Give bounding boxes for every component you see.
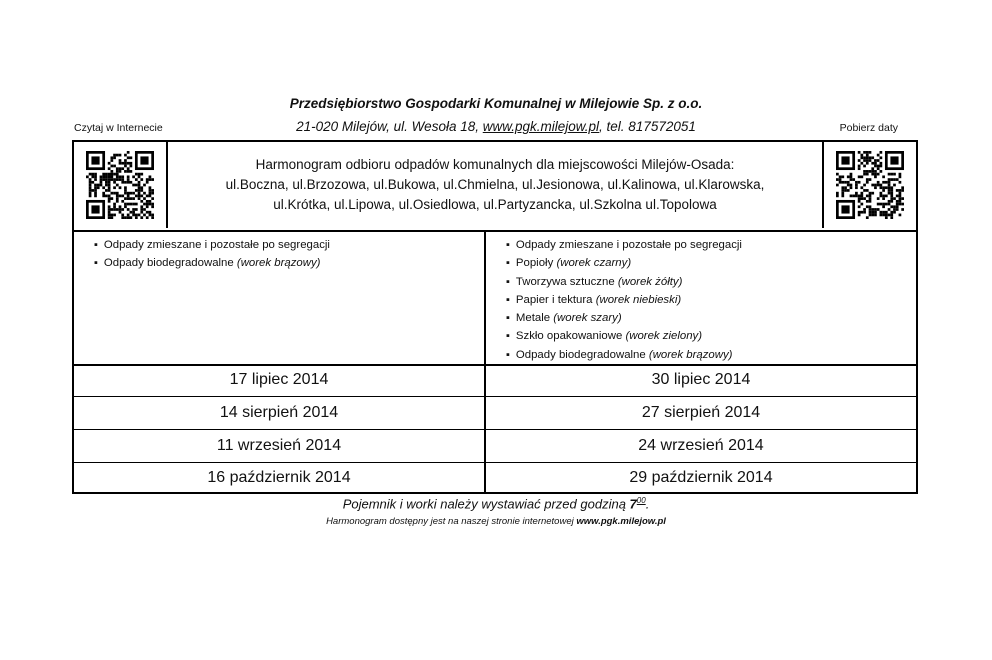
date-row	[74, 397, 916, 430]
list-item: ▪ Odpady biodegradowalne (worek brązowy)	[506, 346, 742, 364]
qr-code-download-dates[interactable]	[822, 142, 916, 228]
website-link[interactable]: www.pgk.milejow.pl	[482, 119, 600, 134]
pickup-hour: 7	[629, 496, 637, 512]
list-item: ▪ Metale (worek szary)	[506, 309, 742, 327]
schedule-header-row	[74, 142, 916, 232]
list-item: ▪ Odpady zmieszane i pozostałe po segregacji	[94, 236, 330, 254]
qr-code-icon	[86, 151, 154, 219]
date-right: 30 lipiec 2014	[651, 371, 751, 388]
pickup-minutes: 00	[636, 496, 646, 505]
date-left: 11 wrzesień 2014	[216, 437, 342, 454]
schedule-title-line-2: ul.Boczna, ul.Brzozowa, ul.Bukowa, ul.Chmielna, ul.Jesionowa, ul.Kalinowa, ul.Klarowska,	[225, 177, 765, 192]
list-item: ▪ Odpady zmieszane i pozostałe po segregacji	[506, 236, 742, 254]
address-suffix: , tel. 817572051	[599, 119, 696, 134]
date-left: 16 październik 2014	[207, 469, 351, 486]
read-online-label: Czytaj w Internecie	[74, 122, 163, 134]
waste-list-right	[506, 236, 742, 364]
list-item: ▪ Popioły (worek czarny)	[506, 254, 742, 272]
date-row	[74, 462, 916, 494]
footer-note: Harmonogram dostępny jest na naszej stronie internetowej www.pgk.milejow.pl	[326, 516, 666, 527]
column-divider	[484, 232, 486, 494]
date-row	[74, 430, 916, 463]
list-item: ▪ Tworzywa sztuczne (worek żółty)	[506, 273, 742, 291]
waste-list-left	[94, 236, 330, 273]
schedule-title-line-1: Harmonogram odbioru odpadów komunalnych dla miejscowości Milejów-Osada:	[255, 157, 735, 172]
date-right: 27 sierpień 2014	[641, 404, 761, 421]
company-name: Przedsiębiorstwo Gospodarki Komunalnej w Milejowie Sp. z o.o.	[289, 96, 703, 111]
schedule-title	[168, 142, 822, 228]
date-left: 14 sierpień 2014	[219, 404, 339, 421]
address-prefix: 21-020 Milejów, ul. Wesoła 18,	[296, 119, 483, 134]
qr-code-icon	[836, 151, 904, 219]
schedule-table	[72, 140, 918, 494]
date-left: 17 lipiec 2014	[229, 371, 329, 388]
list-item: ▪ Odpady biodegradowalne (worek brązowy)	[94, 254, 330, 272]
list-item: ▪ Papier i tektura (worek niebieski)	[506, 291, 742, 309]
footer-website[interactable]: www.pgk.milejow.pl	[576, 516, 666, 527]
download-dates-label: Pobierz daty	[839, 122, 898, 134]
pickup-note: Pojemnik i worki należy wystawiać przed godziną $7^{00}$.	[342, 496, 650, 512]
list-item: ▪ Szkło opakowaniowe (worek zielony)	[506, 327, 742, 345]
date-right: 24 wrzesień 2014	[638, 437, 764, 454]
date-row	[74, 364, 916, 397]
schedule-title-line-3: ul.Krótka, ul.Lipowa, ul.Osiedlowa, ul.Partyzancka, ul.Szkolna ul.Topolowa	[273, 197, 717, 212]
waste-types-row	[74, 232, 916, 366]
date-right: 29 październik 2014	[629, 469, 773, 486]
qr-code-read-online[interactable]	[74, 142, 168, 228]
